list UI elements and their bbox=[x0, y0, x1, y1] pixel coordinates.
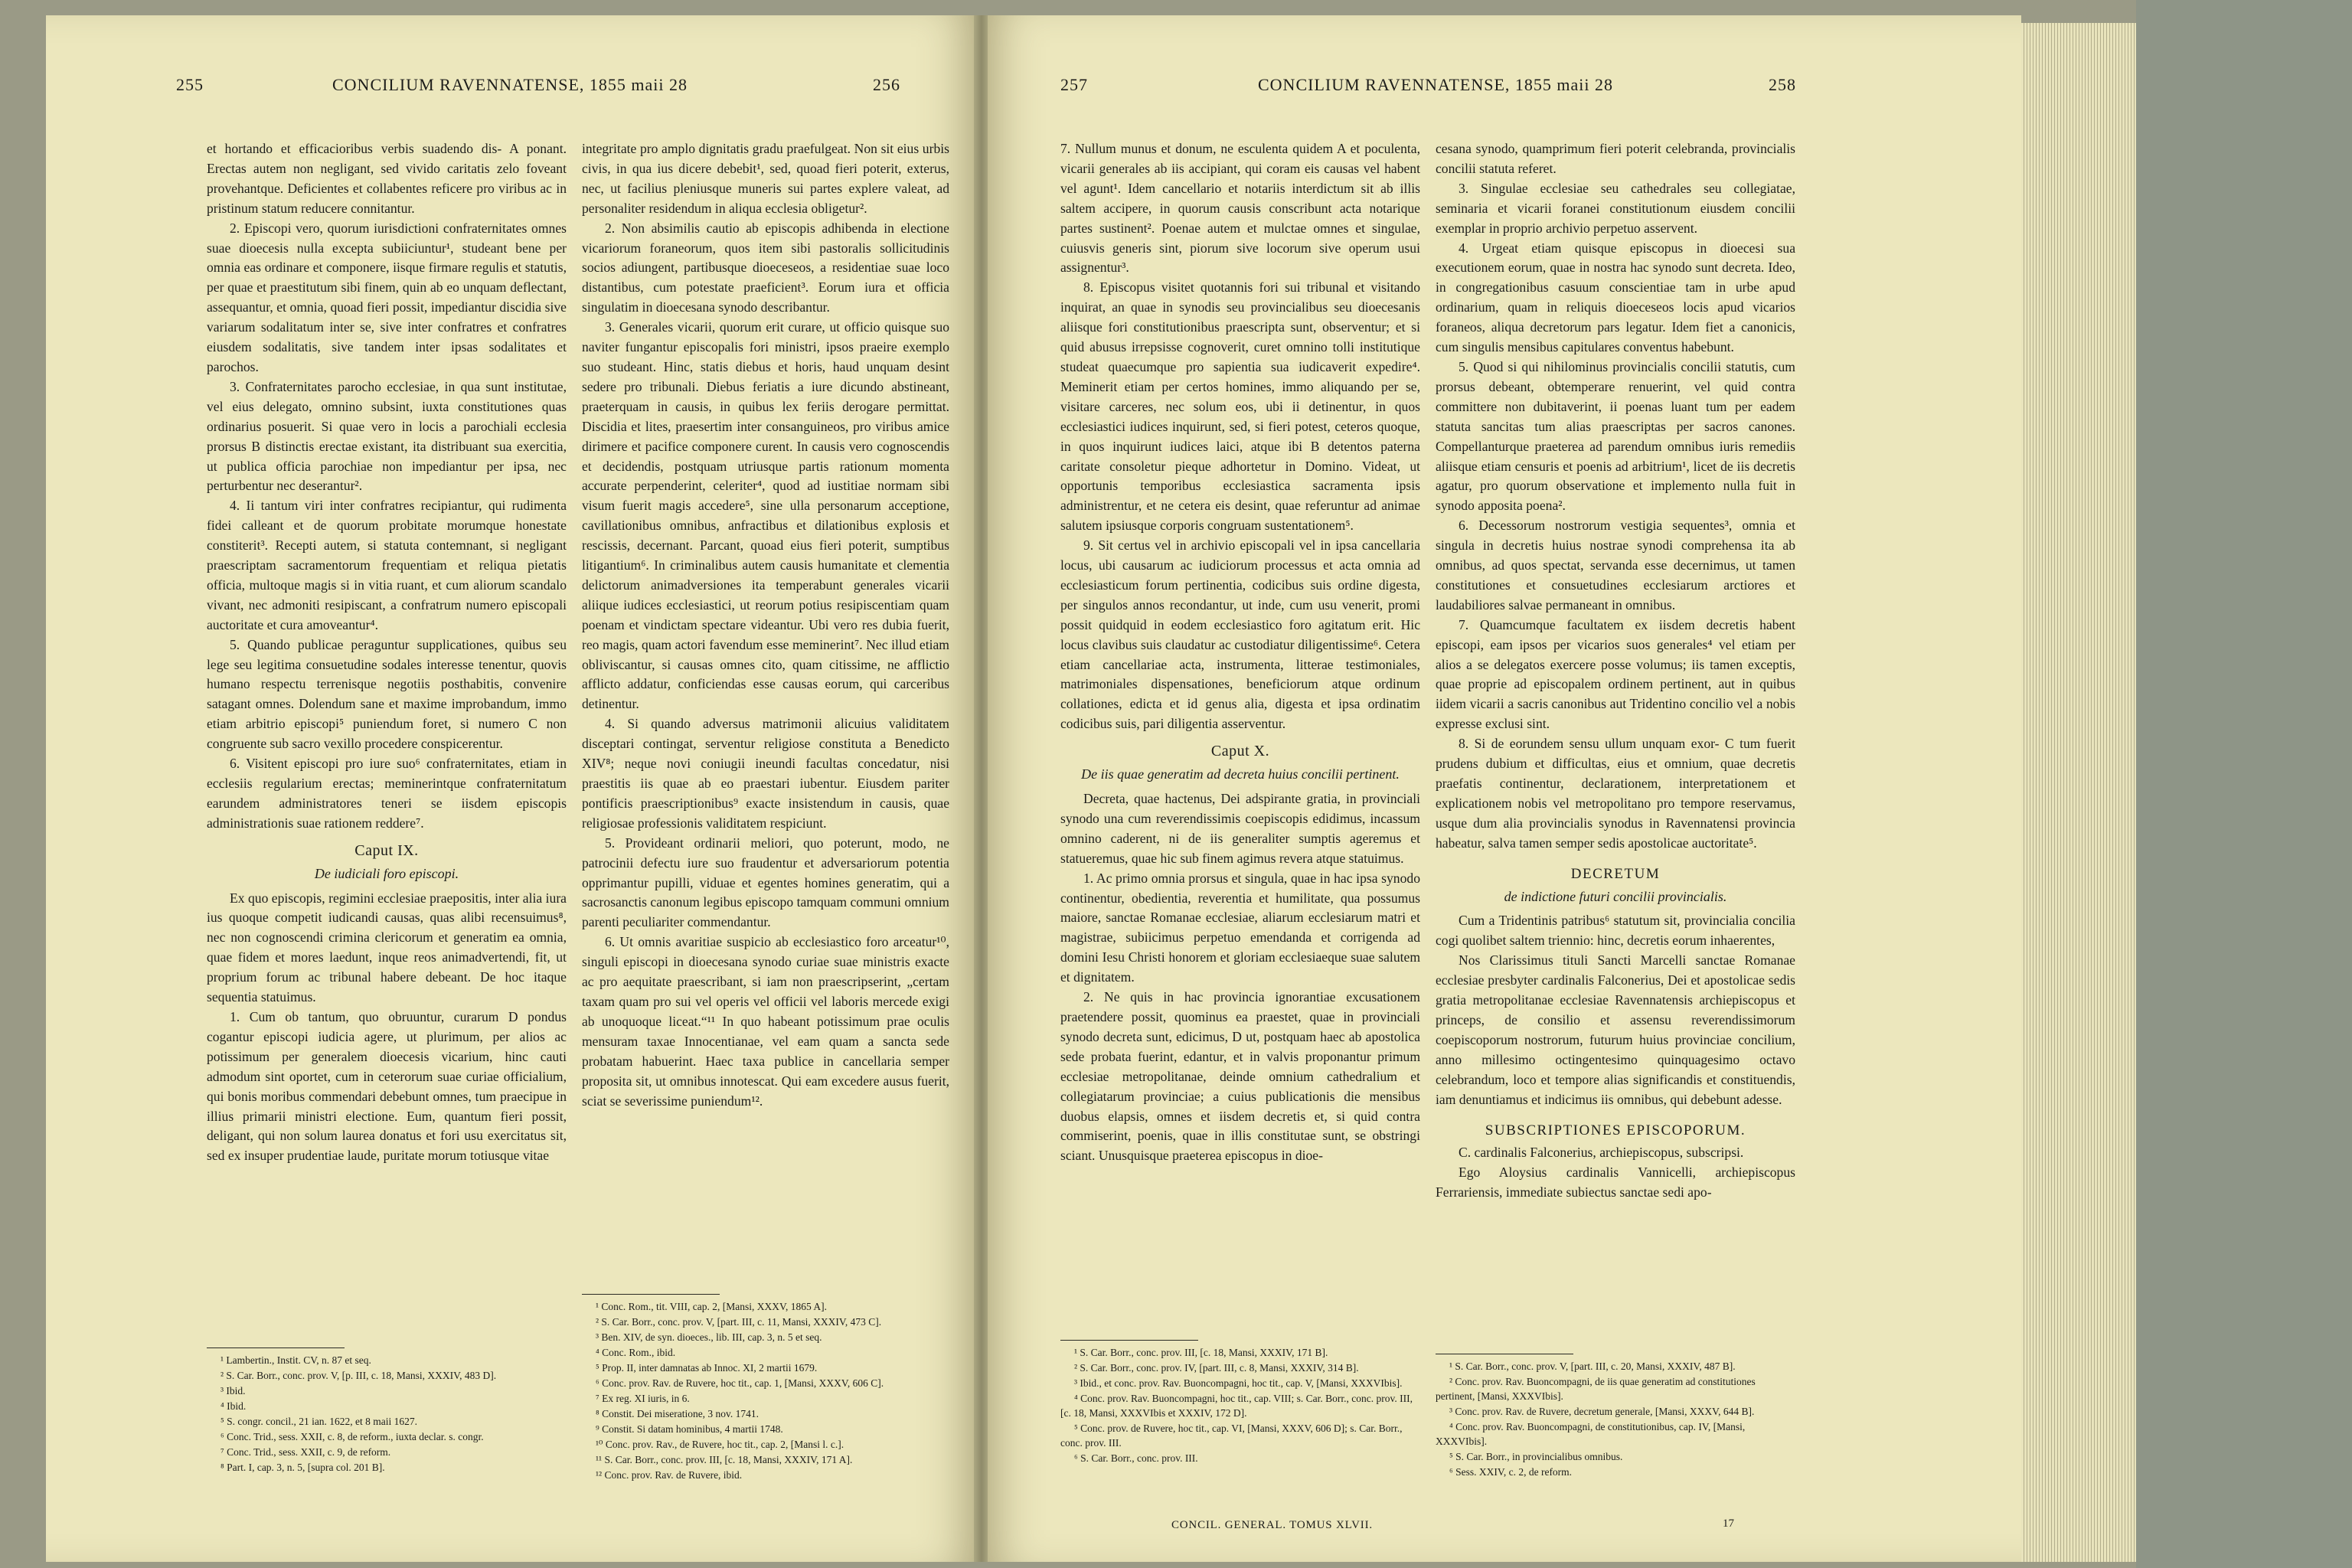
footnotes bbox=[582, 1294, 949, 1483]
paragraph: 1. Cum ob tantum, quo obruuntur, curarum D pondus cogantur episcopi iudicia agere, ut plurimum, per alios ac potissimum per generalem dioecesis vicarium, hinc cauti admodum sint oportet, cum in ceterorum suae curiae officialium, qui bonis moribus commendari debebunt omnes, tum praecipue in illius primarii ministri electione. Eum, quantum fieri possit, deligant, qui non solum laurea donatus et fori usu exercitatus sit, sed ex insuper prudentiae laude, puritate morum totiusque vitae bbox=[207, 1008, 567, 1164]
page-number: 255 bbox=[176, 75, 204, 94]
footnotes bbox=[1060, 1340, 1420, 1466]
footnote: ⁸ Part. I, cap. 3, n. 5, [supra col. 201 B]. bbox=[220, 1462, 385, 1473]
footnote: ⁵ Conc. prov. de Ruvere, hoc tit., cap. VI, [Mansi, XXXV, 606 D]; s. Car. Borr., conc. prov. III. bbox=[1060, 1423, 1403, 1449]
book-cover-board bbox=[2136, 0, 2352, 1568]
chapter-heading: Caput X. bbox=[1210, 743, 1270, 760]
footnote: ³ Ben. XIV, de syn. dioeces., lib. III, cap. 3, n. 5 et seq. bbox=[596, 1331, 822, 1343]
footnote: ⁶ Conc. prov. Rav. de Ruvere, hoc tit., cap. 1, [Mansi, XXXV, 606 C]. bbox=[596, 1377, 884, 1389]
footnote: ⁴ Conc. prov. Rav. Buoncompagni, de constitutionibus, cap. IV, [Mansi, XXXVIbis]. bbox=[1436, 1421, 1746, 1447]
text-column bbox=[582, 139, 949, 1111]
paragraph: Decreta, quae hactenus, Dei adspirante gratia, in provinciali synodo una cum reverendissimis coepiscopis edidimus, incassum omnino caderent, ni de iis generaliter sumptis ageremus et statueremus, quae hic sub finem agimus revera atque statuimus. bbox=[1060, 791, 1420, 866]
footnote: ³ Ibid., et conc. prov. Rav. Buoncompagni, hoc tit., cap. V, [Mansi, XXXVIbis]. bbox=[1074, 1377, 1403, 1389]
paragraph: Cum a Tridentinis patribus⁶ statutum sit, provincialia concilia cogi quolibet saltem triennio: hinc, decretis eorum inhaerentes, bbox=[1436, 913, 1795, 949]
running-header bbox=[46, 75, 974, 106]
paragraph: 4. Ii tantum viri inter confratres recipiantur, qui rudimenta fidei calleant et de quorum probitate morumque honestate constiterit³. Recepti autem, si statuta contemnant, si negligant praescriptam sacramentorum frequentiam et reliqua pietatis officia, multoque magis si in vitia ruant, et cum aliorum scandalo vivant, nec admoniti resipiscant, a confratrum numero episcopali auctoritate et cura amoveantur⁴. bbox=[207, 498, 567, 632]
footnote: ² S. Car. Borr., conc. prov. V, [p. III, c. 18, Mansi, XXXIV, 483 D]. bbox=[220, 1370, 497, 1381]
footnote: ¹ S. Car. Borr., conc. prov. V, [part. III, c. 20, Mansi, XXXIV, 487 B]. bbox=[1449, 1361, 1736, 1372]
footnote-rule bbox=[582, 1294, 720, 1295]
footnote: ⁵ Prop. II, inter damnatas ab Innoc. XI, 2 martii 1679. bbox=[596, 1362, 818, 1374]
footnote: ¹ S. Car. Borr., conc. prov. III, [c. 18, Mansi, XXXIV, 171 B]. bbox=[1074, 1347, 1328, 1358]
paragraph: 2. Ne quis in hac provincia ignorantiae excusationem praetendere possit, quominus ea praestet, quae in provinciali synodo decreta sunt, edicimus, D ut, postquam haec ab apostolica sede probata fuerint, edantur, et in valvis proponantur primum ecclesiae metropolitanae, deinde omnium cathedralium et collegiatarum provinciae; a cuius publicationis die mensibus duobus elapsis, omnes et iisdem decretis et, si quid contra commiserint, poenis, quae in illis constitutae sunt, se obstringi sciant. Unusquisque praeterea episcopus in dioe- bbox=[1060, 989, 1420, 1164]
paragraph: cesana synodo, quamprimum fieri poterit celebranda, provincialis concilii statuta referet. bbox=[1436, 141, 1795, 176]
footnotes bbox=[207, 1348, 567, 1475]
paragraph: 4. Urgeat etiam quisque episcopus in dioecesi sua executionem eorum, quae in nostra hac synodo sunt decreta. Ideo, in congregationibus casuum conscientiae tam in urbe apud ordinarium, quam in reliquis dioeceseos locis apud vicarios foraneos, aliqua decretorum pars legatur. Idem fiet a canonicis, cum singulis mensibus capitulares conventus habebunt. bbox=[1436, 240, 1795, 355]
paragraph: 6. Visitent episcopi pro iure suo⁶ confraternitates, etiam in ecclesiis regularium erectas; meminerintque confraternitatum earundem administratores teneri se iisdem episcopis administrationis suae rationem reddere⁷. bbox=[207, 756, 567, 831]
decretum-subtitle: de indictione futuri concilii provincialis. bbox=[1504, 888, 1727, 904]
running-header bbox=[988, 75, 2021, 106]
paragraph: 2. Episcopi vero, quorum iurisdictioni confraternitates omnes suae dioecesis nulla excepta subiiciuntur¹, studeant bene per omnia eas ordinare et componere, iisque firmare regulis et statutis, per quae et praestitutum sibi finem, quin ab eo unquam deflectant, assequantur, et omnia, quoad fieri possit, impediantur discidia sive variarum sodalitatum inter se, sive inter confratres et confratres eiusdem sodalitatis, sive tandem inter ipsas sodalitates et parochos. bbox=[207, 220, 567, 374]
subscriptions-heading: SUBSCRIPTIONES EPISCOPORUM. bbox=[1485, 1122, 1746, 1138]
paragraph: 9. Sit certus vel in archivio episcopali vel in ipsa cancellaria locus, ubi causarum ac iudiciorum processus et acta omnia ad ecclesiasticum forum pertinentia, codicibus suis ordine digesta, per singulos annos recondantur, ut inde, cum usu venerit, promi possit quidquid in eodem ecclesiastico foro agitatum erit. Hic locus clavibus suis claudatur ac custodiatur diligentissime⁶. Cetera etiam cancellariae acta, instrumenta, litterae testimoniales, matrimoniales dispensationes, beneficiorum atque ordinum collationes, edicta et id genus alia, digesta et ipsa ordinatim codicibus suis, pari diligentia asserventur. bbox=[1060, 537, 1420, 732]
paragraph: 6. Ut omnis avaritiae suspicio ab ecclesiastico foro arceatur¹⁰, singuli episcopi in dioecesana synodo curiae suae ministris exacte ac pro aequitate praescribant, si iam non praescripserint, „certam taxam quam pro sui vel operis vel officii vel laboris mercede exigi ab unoquoque liceat.“¹¹ In quo habeant potissimum prae oculis mensuram taxae Innocentianae, vel eam quam a sancta sede probatam habuerint. Haec taxa publice in cancellaria semper proposita sit, ut omnibus innotescat. Qui eam excedere ausus fuerit, sciat se severissime puniendum¹². bbox=[582, 934, 949, 1109]
paragraph: integritate pro amplo dignitatis gradu praefulgeat. Non sit eius urbis civis, in qua ius dicere debebit¹, sed, quoad fieri poterit, exterus, nec, ut facilius pleniusque muneris sui partes explere valeat, ad personaliter residendum in aliqua ecclesia obligetur². bbox=[582, 141, 949, 216]
volume-signature: CONCIL. GENERAL. TOMUS XLVII. bbox=[1171, 1519, 1373, 1531]
footnote: ⁷ Ex reg. XI iuris, in 6. bbox=[596, 1393, 690, 1404]
paragraph: Ego Aloysius cardinalis Vannicelli, archiepiscopus Ferrariensis, immediate subiectus sanctae sedi apo- bbox=[1436, 1165, 1795, 1200]
footnote: ⁶ S. Car. Borr., conc. prov. III. bbox=[1074, 1452, 1198, 1464]
text-column bbox=[207, 139, 567, 1166]
footnote: ¹ Lambertin., Instit. CV, n. 87 et seq. bbox=[220, 1354, 371, 1366]
footnote: ³ Ibid. bbox=[220, 1385, 246, 1396]
chapter-subtitle: De iudiciali foro episcopi. bbox=[314, 865, 459, 881]
paragraph: 3. Confraternitates parocho ecclesiae, in qua sunt institutae, vel eius delegato, omnino subsint, iuxta constitutiones quas ordinarius posuerit. Si quae vero in locis a parochiali ecclesia prorsus B distinctis erectae existant, ita distribuant sua exercitia, ut publica officia parochiae non impediantur per ipsa, nec perturbentur nec deserantur². bbox=[207, 378, 567, 494]
paragraph: Ex quo episcopis, regimini ecclesiae praepositis, inter alia iura ius quoque competit iudicandi causas, quas alibi recensuimus⁸, nec non cognoscendi crimina clericorum et generatim ea omnia, quae fidem et mores laedunt, inque reos animadvertendi, fit, ut proprium forum ac tribunal habere debeant. De hoc itaque sequentia statuimus. bbox=[207, 890, 567, 1005]
paragraph: 2. Non absimilis cautio ab episcopis adhibenda in electione vicariorum foraneorum, quos item sibi pastoralis sollicitudinis socios adiungent, partibusque dioeceseos, a residentiae suae loco distantibus, cum potestate praeficient³. Eorum iura et officia singulatim in dioecesana synodo describantur. bbox=[582, 220, 949, 315]
paragraph: 7. Nullum munus et donum, ne esculenta quidem A et poculenta, vicarii generales ab iis accipiant, qui coram eis causas vel habent vel agunt¹. Idem cancellario et notariis interdictum sit ab illis saltem accipere, in quorum causis conscribunt acta notarique partes sustinent². Poenae autem et mulctae omnes et singulae, cuiusvis generis sint, piorum sive locorum sive operum usui assignentur³. bbox=[1060, 141, 1420, 276]
footnote: ⁶ Conc. Trid., sess. XXII, c. 8, de reform., iuxta declar. s. congr. bbox=[220, 1431, 484, 1442]
footnote: ⁴ Conc. Rom., ibid. bbox=[596, 1347, 676, 1358]
footnote: ⁶ Sess. XXIV, c. 2, de reform. bbox=[1449, 1466, 1573, 1478]
footnotes bbox=[1436, 1354, 1795, 1480]
paragraph: 7. Quamcumque facultatem ex iisdem decretis habent episcopi, eam ipsos per vicarios suos generales⁴ vel etiam per alios a se delegatos exercere posse volumus; iis tamen exceptis, quae proprie ad episcopalem ordinem pertinent, aut in quibus iidem vicarii a sacris canonibus aut Tridentino concilio vel a nobis expresse exclusi sint. bbox=[1436, 616, 1795, 732]
chapter-subtitle: De iis quae generatim ad decreta huius concilii pertinent. bbox=[1081, 766, 1400, 782]
footnote: ² Conc. prov. Rav. Buoncompagni, de iis quae generatim ad constitutiones pertinent, [Mansi, XXXVIbis]. bbox=[1436, 1376, 1756, 1402]
right-page bbox=[988, 15, 2021, 1562]
paragraph: 5. Quod si qui nihilominus provincialis concilii statutis, cum prorsus debeant, obtemperare renuerint, vel quid contra committere non dubitaverint, ii poenas luant tum per eadem statuta sancitas tum alias praescriptas per sacros canones. Compellanturque praeterea ad parendum omnibus iuris remediis aliisque etiam censuris et poenis ad arbitrium¹, licet de iis decretis agatur, pro quorum observatione et implemento nulla fuit in synodo apposita poena². bbox=[1436, 358, 1795, 514]
footnote: ¹ Conc. Rom., tit. VIII, cap. 2, [Mansi, XXXV, 1865 A]. bbox=[596, 1301, 828, 1312]
paragraph: et hortando et efficacioribus verbis suadendo dis- A ponant. Erectas autem non negligant, sed vivido caritatis zelo foveant provehantque. Deficientes et collabentes reficere pro viribus ac in pristinum statum reducere connitantur. bbox=[207, 141, 567, 216]
footnote: ⁵ S. Car. Borr., in provincialibus omnibus. bbox=[1449, 1451, 1623, 1462]
footnote: ¹⁰ Conc. prov. Rav., de Ruvere, hoc tit., cap. 2, [Mansi l. c.]. bbox=[596, 1439, 844, 1450]
footnote: ¹¹ S. Car. Borr., conc. prov. III, [c. 18, Mansi, XXXIV, 171 A]. bbox=[596, 1454, 853, 1465]
paragraph: 3. Singulae ecclesiae seu cathedrales seu collegiatae, seminaria et vicarii foranei constitutionum eiusdem concilii exemplar in proprio archivio perpetuo asservent. bbox=[1436, 180, 1795, 236]
paragraph: 5. Quando publicae peraguntur supplicationes, quibus seu lege seu legitima consuetudine sodales interesse tenentur, quovis humano respectu terrenisque negotiis posthabitis, convenire satagant omnes. Dolendum sane et maxime improbandum, immo etiam arbitrio episcopi⁵ puniendum foret, si numero C non congruente sub sacro vexillo procedere conspicerentur. bbox=[207, 636, 567, 752]
printer-signature: 17 bbox=[1723, 1517, 1734, 1530]
footnote: ⁸ Constit. Dei miseratione, 3 nov. 1741. bbox=[596, 1408, 760, 1419]
paragraph: Nos Clarissimus tituli Sancti Marcelli sanctae Romanae ecclesiae presbyter cardinalis Falconerius, Dei et apostolicae sedis gratia metropolitanae ecclesiae Ravennatensis archiepiscopus et princeps, de consilio et assensu reverendissimorum coepiscoporum nostrorum, futurum huius provinciae concilium, anno millesimo octingentesimo quinquagesimo octavo celebrandum, loco et tempore alias significandis et constituendis, iam denuntiamus et indicimus iis omnibus, qui debebunt adesse. bbox=[1436, 952, 1795, 1107]
paragraph: 1. Ac primo omnia prorsus et singula, quae in hac ipsa synodo continentur, obedientia, reverentia et humilitate, qua possumus maiore, sanctae Romanae ecclesiae, aliarum ecclesiarum matri et magistrae, subiicimus perpetuo emendanda et corrigenda ad domini Iesu Christi honorem et gloriam ecclesiaeque suae salutem et dignitatem. bbox=[1060, 870, 1420, 985]
footnote: ⁴ Ibid. bbox=[220, 1400, 247, 1412]
paragraph: 8. Episcopus visitet quotannis fori sui tribunal et visitando inquirat, an quae in synodis seu provincialibus seu dioecesanis aliisque fori constitutionibus praescripta sunt, observentur; et si quid abusus irrepsisse cognoverit, curet omnino tolli institutique studeat quaecumque pro sapientia sua iudicaverit expedire⁴. Meminerit etiam per certos homines, immo aliquando per se, visitare carceres, nec solum eos, ubi ii detinentur, in quos ecclesiastici iudices inquirunt, sed, si fieri potest, ceteros quoque, in quos inquirunt iudices laici, atque ibi B detentos paterna caritate consoletur pieque adhortetur in Domino. Videat, ut opportunis temporibus ecclesiastica sacramenta ipsis administrentur, et ne cetera eis desint, quae referuntur ad animae salutem ipsiusque corporis congruam sustentationem⁵. bbox=[1060, 279, 1420, 534]
footnote: ⁵ S. congr. concil., 21 ian. 1622, et 8 maii 1627. bbox=[220, 1416, 418, 1427]
footnote: ¹² Conc. prov. Rav. de Ruvere, ibid. bbox=[596, 1469, 743, 1481]
footnote: ³ Conc. prov. Rav. de Ruvere, decretum generale, [Mansi, XXXV, 644 B]. bbox=[1449, 1406, 1755, 1417]
running-head-title: CONCILIUM RAVENNATENSE, 1855 maii 28 bbox=[1258, 75, 1613, 94]
page-number: 257 bbox=[1060, 75, 1088, 94]
footnote: ⁴ Conc. prov. Rav. Buoncompagni, hoc tit., cap. VIII; s. Car. Borr., conc. prov. III, [c. 18, Mansi, XXXVIbis et XXXIV, 172 D]. bbox=[1060, 1393, 1413, 1419]
running-head-title: CONCILIUM RAVENNATENSE, 1855 maii 28 bbox=[332, 75, 688, 94]
footnote-rule bbox=[1060, 1340, 1198, 1341]
text-column bbox=[1060, 139, 1420, 1166]
paragraph: C. cardinalis Falconerius, archiepiscopus, subscripsi. bbox=[1459, 1145, 1744, 1161]
paragraph: 8. Si de eorundem sensu ullum unquam exor- C tum fuerit prudens dubium et difficultas, eius et omnium, quae decretis praefatis continentur, declarationem, interpretationem et explicationem nobis vel metropolitano pro tempore reservamus, usque dum alia provincialis synodus in Ravennatensi provincia habeatur, salva tamen semper sedis apostolicae auctoritate⁵. bbox=[1436, 736, 1795, 851]
paragraph: 5. Provideant ordinarii meliori, quo poterunt, modo, ne patrocinii defectu iure suo fraudentur et adversariorum potentia opprimantur pupilli, viduae et egentes homines generatim, qui a sacrosanctis canonum legibus episcopo tamquam communi omnium parenti peculiariter commendantur. bbox=[582, 835, 949, 930]
paragraph: 6. Decessorum nostrorum vestigia sequentes³, omnia et singula in decretis huius nostrae synodi comprehensa ita ab omnibus, ad quos spectat, servanda esse decernimus, ut tamen constitutiones et consuetudines ecclesiarum arctiores et laudabiliores salvae permaneant in omnibus. bbox=[1436, 518, 1795, 612]
page-edges bbox=[2021, 23, 2136, 1562]
footnote: ⁷ Conc. Trid., sess. XXII, c. 9, de reform. bbox=[220, 1446, 391, 1458]
footnote: ² S. Car. Borr., conc. prov. V, [part. III, c. 11, Mansi, XXXIV, 473 C]. bbox=[596, 1316, 882, 1328]
left-page bbox=[46, 15, 974, 1562]
decretum-heading: DECRETUM bbox=[1570, 865, 1661, 882]
footnote: ² S. Car. Borr., conc. prov. IV, [part. III, c. 8, Mansi, XXXIV, 314 B]. bbox=[1074, 1362, 1359, 1374]
paragraph: 4. Si quando adversus matrimonii alicuius validitatem disceptari contingat, serventur religiose constituta a Benedicto XIV⁸; neque novi coniugii ineundi facultas concedatur, nisi praestitis iis quae ab eo praestari iubentur. Eiusdem pariter pontificis praescriptionibus⁹ exacte insistendum in causis, quae religiosae professionis validitatem respiciunt. bbox=[582, 716, 949, 831]
footnote: ⁹ Constit. Si datam hominibus, 4 martii 1748. bbox=[596, 1423, 783, 1435]
page-number: 258 bbox=[1769, 75, 1796, 94]
page-number: 256 bbox=[873, 75, 900, 94]
chapter-heading: Caput IX. bbox=[354, 841, 419, 859]
paragraph: 3. Generales vicarii, quorum erit curare, ut officio quisque suo naviter fungantur episcopalis fori ministri, ipsos praeire exemplo suo studeant. Hinc, statis diebus et horis, haud unquam desint sedere pro tribunali. Diebus feriatis a iure dicundo abstineant, praeterquam in causis, in quibus lex feriis derogare permittat. Discidia et lites, praesertim inter consanguineos, pro viribus amice dirimere et pacifice componere curent. In causis vero cognoscendis et decidendis, postquam utriusque partis rationum momenta accurate perpenderint, celeriter⁴, quod ad iustitiae normam sibi visum fuerit magis accedere⁵, sine ulla personarum acceptione, cavillationibus omnibus, anfractibus et dilationibus explosis et rescissis, decernant. Parcant, quoad eius fieri poterit, sumptibus litigantium⁶. In criminalibus autem causis humanitate et clementia delictorum animadversiones ita temperabunt generales vicarii aliique iudices ecclesiastici, ut reorum potius resipiscentiam quam poenam et vindictam spectare videantur. Ubi vero res dubia fuerit, reo magis, quam actori favendum esse meminerint⁷. Nec illud etiam obliviscantur, si causas omnes cito, quam citissime, ne afflictio afflicto addatur, conficiendas esse causas eorum, qui carceribus detinentur. bbox=[582, 319, 949, 712]
text-column bbox=[1436, 139, 1795, 1203]
